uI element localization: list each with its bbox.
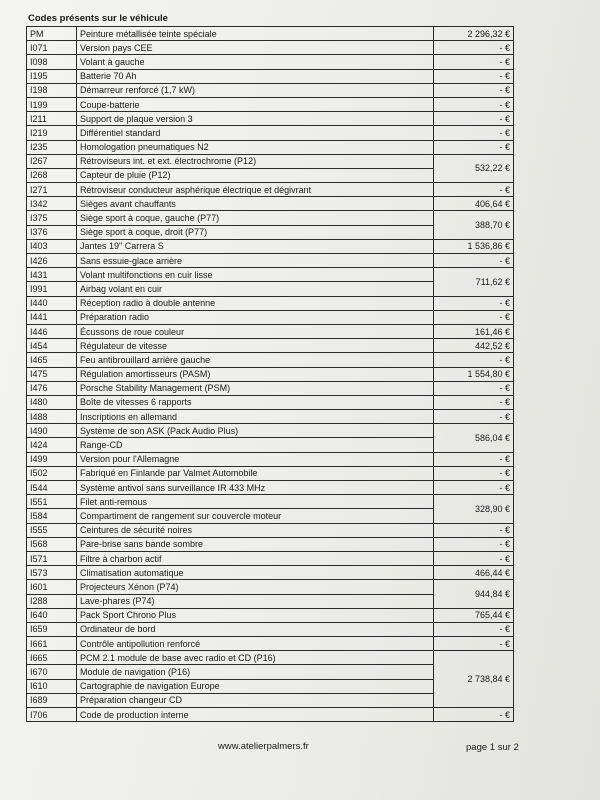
option-price: - €: [434, 537, 514, 551]
option-description: Capteur de pluie (P12): [77, 168, 434, 182]
option-price: 442,52 €: [434, 339, 514, 353]
option-description: Sans essuie-glace arrière: [77, 254, 434, 268]
option-description: Support de plaque version 3: [77, 112, 434, 126]
option-price: - €: [434, 41, 514, 55]
option-price: 532,22 €: [434, 154, 514, 182]
table-row: [27, 27, 514, 41]
option-description: Sièges avant chauffants: [77, 197, 434, 211]
option-code: I640: [27, 608, 77, 622]
option-description: Préparation changeur CD: [77, 693, 434, 707]
option-description: Régulation amortisseurs (PASM): [77, 367, 434, 381]
table-row: [27, 324, 514, 338]
option-description: Régulateur de vitesse: [77, 339, 434, 353]
option-description: Airbag volant en cuir: [77, 282, 434, 296]
option-price: - €: [434, 83, 514, 97]
option-price: 586,04 €: [434, 424, 514, 452]
option-description: Climatisation automatique: [77, 566, 434, 580]
option-code: I670: [27, 665, 77, 679]
option-code: I706: [27, 708, 77, 722]
table-row: [27, 140, 514, 154]
option-description: Homologation pneumatiques N2: [77, 140, 434, 154]
table-row: [27, 495, 514, 509]
option-code: I235: [27, 140, 77, 154]
option-code: I195: [27, 69, 77, 83]
option-price: - €: [434, 481, 514, 495]
table-row: [27, 112, 514, 126]
option-price: - €: [434, 55, 514, 69]
table-row: [27, 637, 514, 651]
table-row: [27, 69, 514, 83]
option-description: Siège sport à coque, gauche (P77): [77, 211, 434, 225]
table-row: [27, 410, 514, 424]
option-description: Contrôle antipollution renforcé: [77, 637, 434, 651]
option-description: Rétroviseur conducteur asphérique électrique et dégivrant: [77, 183, 434, 197]
option-code: I446: [27, 324, 77, 338]
option-price: 1 554,80 €: [434, 367, 514, 381]
table-row: [27, 183, 514, 197]
option-description: Version pays CEE: [77, 41, 434, 55]
option-price: - €: [434, 551, 514, 565]
option-price: - €: [434, 97, 514, 111]
table-row: [27, 268, 514, 282]
table-row: [27, 452, 514, 466]
option-description: Range-CD: [77, 438, 434, 452]
table-row: [27, 339, 514, 353]
option-code: I573: [27, 566, 77, 580]
table-row: [27, 211, 514, 225]
option-price: - €: [434, 622, 514, 636]
table-row: [27, 395, 514, 409]
option-price: - €: [434, 140, 514, 154]
option-code: I071: [27, 41, 77, 55]
option-code: I488: [27, 410, 77, 424]
option-code: I568: [27, 537, 77, 551]
option-code: I490: [27, 424, 77, 438]
option-price: - €: [434, 708, 514, 722]
option-description: PCM 2.1 module de base avec radio et CD (P16): [77, 651, 434, 665]
option-price: - €: [434, 183, 514, 197]
table-row: [27, 622, 514, 636]
option-price: 388,70 €: [434, 211, 514, 239]
option-description: Réception radio à double antenne: [77, 296, 434, 310]
option-price: 944,84 €: [434, 580, 514, 608]
option-code: I659: [27, 622, 77, 636]
option-description: Volant multifonctions en cuir lisse: [77, 268, 434, 282]
option-price: - €: [434, 523, 514, 537]
table-row: [27, 551, 514, 565]
option-price: - €: [434, 637, 514, 651]
option-price: 161,46 €: [434, 324, 514, 338]
option-description: Feu antibrouillard arrière gauche: [77, 353, 434, 367]
page-number: page 1 sur 2: [466, 742, 519, 753]
option-price: - €: [434, 410, 514, 424]
table-row: [27, 381, 514, 395]
table-row: [27, 97, 514, 111]
option-code: I480: [27, 395, 77, 409]
option-price: - €: [434, 395, 514, 409]
option-code: I502: [27, 466, 77, 480]
option-code: I219: [27, 126, 77, 140]
option-code: I465: [27, 353, 77, 367]
table-row: [27, 466, 514, 480]
option-code: I271: [27, 183, 77, 197]
option-code: I689: [27, 693, 77, 707]
option-description: Volant à gauche: [77, 55, 434, 69]
table-row: [27, 367, 514, 381]
option-price: 765,44 €: [434, 608, 514, 622]
option-code: I376: [27, 225, 77, 239]
table-row: [27, 537, 514, 551]
option-price: - €: [434, 466, 514, 480]
option-code: I454: [27, 339, 77, 353]
option-price: - €: [434, 452, 514, 466]
option-description: Fabriqué en Finlande par Valmet Automobile: [77, 466, 434, 480]
page-title: Codes présents sur le véhicule: [28, 13, 168, 24]
option-description: Inscriptions en allemand: [77, 410, 434, 424]
option-code: I440: [27, 296, 77, 310]
option-price: 406,64 €: [434, 197, 514, 211]
option-code: I342: [27, 197, 77, 211]
option-code: I199: [27, 97, 77, 111]
table-row: [27, 424, 514, 438]
option-code: I268: [27, 168, 77, 182]
option-description: Coupe-batterie: [77, 97, 434, 111]
option-description: Différentiel standard: [77, 126, 434, 140]
option-description: Peinture métallisée teinte spéciale: [77, 27, 434, 41]
option-description: Siège sport à coque, droit (P77): [77, 225, 434, 239]
option-code: I584: [27, 509, 77, 523]
option-code: I424: [27, 438, 77, 452]
option-price: - €: [434, 69, 514, 83]
option-price: 1 536,86 €: [434, 239, 514, 253]
option-description: Cartographie de navigation Europe: [77, 679, 434, 693]
option-description: Système antivol sans surveillance IR 433 MHz: [77, 481, 434, 495]
table-row: [27, 580, 514, 594]
table-row: [27, 154, 514, 168]
option-description: Compartiment de rangement sur couvercle moteur: [77, 509, 434, 523]
option-description: Préparation radio: [77, 310, 434, 324]
option-code: I426: [27, 254, 77, 268]
table-row: [27, 239, 514, 253]
option-code: I431: [27, 268, 77, 282]
option-code: I665: [27, 651, 77, 665]
option-description: Module de navigation (P16): [77, 665, 434, 679]
codes-table-body: [27, 27, 514, 722]
table-row: [27, 353, 514, 367]
option-price: - €: [434, 112, 514, 126]
option-code: I499: [27, 452, 77, 466]
option-code: I544: [27, 481, 77, 495]
table-row: [27, 566, 514, 580]
option-description: Rétroviseurs int. et ext. électrochrome (P12): [77, 154, 434, 168]
table-row: [27, 126, 514, 140]
option-description: Démarreur renforcé (1,7 kW): [77, 83, 434, 97]
table-row: [27, 523, 514, 537]
table-row: [27, 708, 514, 722]
option-description: Boîte de vitesses 6 rapports: [77, 395, 434, 409]
option-code: I375: [27, 211, 77, 225]
option-description: Batterie 70 Ah: [77, 69, 434, 83]
table-row: [27, 83, 514, 97]
option-code: I211: [27, 112, 77, 126]
option-description: Porsche Stability Management (PSM): [77, 381, 434, 395]
option-price: 711,62 €: [434, 268, 514, 296]
option-code: I476: [27, 381, 77, 395]
option-description: Pack Sport Chrono Plus: [77, 608, 434, 622]
option-price: 2 296,32 €: [434, 27, 514, 41]
option-code: I288: [27, 594, 77, 608]
option-description: Filet anti-remous: [77, 495, 434, 509]
option-code: I991: [27, 282, 77, 296]
option-code: I555: [27, 523, 77, 537]
option-code: I475: [27, 367, 77, 381]
table-row: [27, 608, 514, 622]
option-price: - €: [434, 296, 514, 310]
option-description: Jantes 19" Carrera S: [77, 239, 434, 253]
table-row: [27, 41, 514, 55]
option-code: I403: [27, 239, 77, 253]
option-price: 2 738,84 €: [434, 651, 514, 708]
table-row: [27, 296, 514, 310]
option-code: I441: [27, 310, 77, 324]
option-description: Filtre à charbon actif: [77, 551, 434, 565]
option-code: I661: [27, 637, 77, 651]
table-row: [27, 481, 514, 495]
table-row: [27, 651, 514, 665]
option-description: Système de son ASK (Pack Audio Plus): [77, 424, 434, 438]
option-description: Code de production interne: [77, 708, 434, 722]
option-price: - €: [434, 126, 514, 140]
option-price: 466,44 €: [434, 566, 514, 580]
table-row: [27, 254, 514, 268]
option-code: I551: [27, 495, 77, 509]
codes-table: [26, 26, 514, 722]
table-row: [27, 310, 514, 324]
table-row: [27, 197, 514, 211]
option-price: - €: [434, 310, 514, 324]
option-code: PM: [27, 27, 77, 41]
option-description: Version pour l'Allemagne: [77, 452, 434, 466]
option-description: Écussons de roue couleur: [77, 324, 434, 338]
option-code: I098: [27, 55, 77, 69]
option-code: I601: [27, 580, 77, 594]
option-price: 328,90 €: [434, 495, 514, 523]
option-description: Ordinateur de bord: [77, 622, 434, 636]
option-description: Projecteurs Xénon (P74): [77, 580, 434, 594]
option-code: I267: [27, 154, 77, 168]
option-description: Pare-brise sans bande sombre: [77, 537, 434, 551]
option-code: I198: [27, 83, 77, 97]
table-row: [27, 55, 514, 69]
option-code: I610: [27, 679, 77, 693]
footer-url: www.atelierpalmers.fr: [218, 741, 309, 752]
option-description: Ceintures de sécurité noires: [77, 523, 434, 537]
option-price: - €: [434, 381, 514, 395]
option-description: Lave-phares (P74): [77, 594, 434, 608]
option-price: - €: [434, 254, 514, 268]
option-price: - €: [434, 353, 514, 367]
option-code: I571: [27, 551, 77, 565]
